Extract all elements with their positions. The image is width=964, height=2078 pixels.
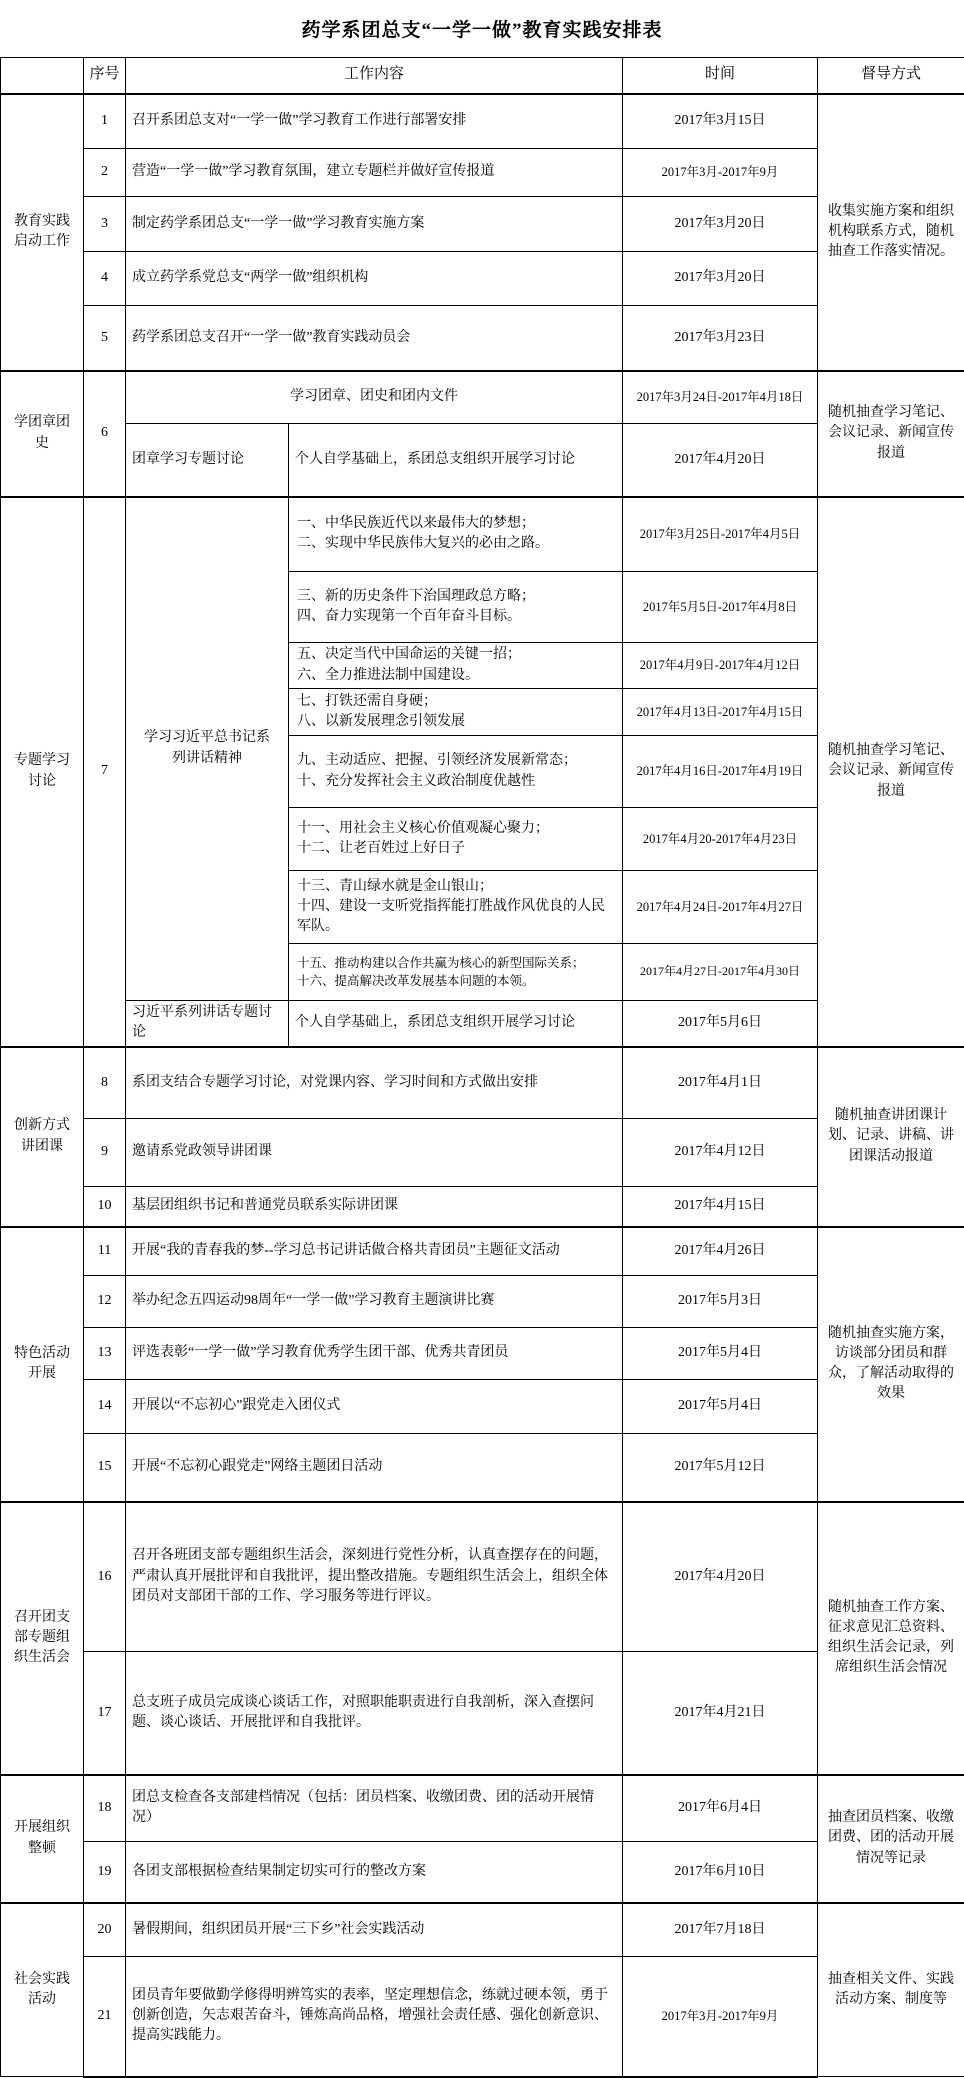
work-content-cell: 营造“一学一做”学习教育氛围，建立专题栏并做好宣传报道 [126,149,623,197]
sub-topic-label-cell: 习近平系列讲话专题讨论 [126,1001,289,1047]
category-cell: 专题学习讨论 [1,497,84,1047]
topic-line: 六、全力推进法制中国建设。 [297,666,618,686]
row-index: 11 [84,1227,126,1276]
table-row [1,497,964,572]
topic-cell [289,497,623,572]
time-cell: 2017年4月20日 [623,424,818,497]
header-content: 工作内容 [126,58,623,94]
row-index: 12 [84,1276,126,1328]
time-cell: 2017年5月3日 [623,1276,818,1328]
row-index: 10 [84,1187,126,1227]
row-index: 15 [84,1434,126,1502]
row-index: 20 [84,1903,126,1957]
page-title: 药学系团总支“一学一做”教育实践安排表 [0,0,964,57]
time-cell: 2017年3月-2017年9月 [623,149,818,197]
work-content-cell: 学习团章、团史和团内文件 [126,371,623,424]
topic-line: 十五、推动构建以合作共赢为核心的新型国际关系； [297,954,618,972]
work-content-cell: 总支班子成员完成谈心谈话工作，对照职能职责进行自我剖析，深入查摆问题、谈心谈话、开展批评和自我批评。 [126,1652,623,1775]
category-cell: 社会实践活动 [1,1903,84,2077]
time-cell: 2017年4月20日 [623,1502,818,1652]
time-cell: 2017年4月9日-2017年4月12日 [623,643,818,689]
table-row [1,1227,964,1276]
row-index: 17 [84,1652,126,1775]
topic-cell [289,871,623,944]
row-index: 9 [84,1119,126,1187]
work-content-cell: 邀请系党政领导讲团课 [126,1119,623,1187]
time-cell: 2017年3月20日 [623,197,818,252]
table-header-row [1,58,964,94]
topic-line: 十二、让老百姓过上好日子 [297,839,618,859]
supervision-cell: 随机抽查学习笔记、会议记录、新闻宣传报道 [818,497,964,1047]
topic-line: 十四、建设一支听党指挥能打胜战作风优良的人民军队。 [297,897,618,938]
time-cell: 2017年4月16日-2017年4月19日 [623,736,818,808]
time-cell: 2017年4月27日-2017年4月30日 [623,944,818,1001]
group-label-cell: 学习习近平总书记系列讲话精神 [126,497,289,1001]
row-index: 1 [84,94,126,149]
supervision-cell: 抽查相关文件、实践活动方案、制度等 [818,1903,964,2077]
category-cell: 特色活动开展 [1,1227,84,1502]
category-cell: 创新方式讲团课 [1,1047,84,1227]
work-content-cell: 开展“我的青春我的梦--学习总书记讲话做合格共青团员”主题征文活动 [126,1227,623,1276]
topic-line: 十六、提高解决改革发展基本问题的本领。 [297,972,618,990]
time-cell: 2017年4月21日 [623,1652,818,1775]
topic-line: 九、主动适应、把握、引领经济发展新常态； [297,751,618,771]
schedule-table [0,57,964,2078]
supervision-cell: 收集实施方案和组织机构联系方式，随机抽查工作落实情况。 [818,94,964,371]
header-time: 时间 [623,58,818,94]
row-index: 5 [84,306,126,371]
supervision-cell: 随机抽查工作方案、征求意见汇总资料、组织生活会记录，列席组织生活会情况 [818,1502,964,1775]
work-content-cell: 各团支部根据检查结果制定切实可行的整改方案 [126,1842,623,1903]
category-cell: 开展组织整顿 [1,1775,84,1903]
time-cell: 2017年5月5日-2017年4月8日 [623,572,818,643]
time-cell: 2017年6月10日 [623,1842,818,1903]
work-content-cell: 基层团组织书记和普通党员联系实际讲团课 [126,1187,623,1227]
work-content-cell: 召开各班团支部专题组织生活会，深刻进行党性分析，认真查摆存在的问题，严肃认真开展批评和自我批评，提出整改措施。专题组织生活会上，组织全体团员对支部团干部的工作、学习服务等进行评议。 [126,1502,623,1652]
time-cell: 2017年5月4日 [623,1328,818,1380]
header-category-cell [1,58,84,94]
time-cell: 2017年4月26日 [623,1227,818,1276]
time-cell: 2017年5月12日 [623,1434,818,1502]
supervision-cell: 抽查团员档案、收缴团费、团的活动开展情况等记录 [818,1775,964,1903]
time-cell: 2017年5月4日 [623,1380,818,1434]
row-index: 14 [84,1380,126,1434]
topic-cell [289,736,623,808]
header-index: 序号 [84,58,126,94]
sub-topic-label-cell: 团章学习专题讨论 [126,424,289,497]
work-content-cell: 评选表彰“一学一做”学习教育优秀学生团干部、优秀共青团员 [126,1328,623,1380]
header-supervision: 督导方式 [818,58,964,94]
work-content-cell: 药学系团总支召开“一学一做”教育实践动员会 [126,306,623,371]
time-cell: 2017年4月12日 [623,1119,818,1187]
category-cell: 学团章团史 [1,371,84,497]
row-index: 13 [84,1328,126,1380]
time-cell: 2017年3月-2017年9月 [623,1957,818,2077]
table-row [1,94,964,149]
work-content-cell: 成立药学系党总支“两学一做”组织机构 [126,252,623,306]
topic-line: 五、决定当代中国命运的关键一招； [297,645,618,665]
time-cell: 2017年3月15日 [623,94,818,149]
row-index: 21 [84,1957,126,2077]
work-content-cell: 开展“不忘初心跟党走”网络主题团日活动 [126,1434,623,1502]
topic-line: 三、新的历史条件下治国理政总方略； [297,587,618,607]
row-index: 19 [84,1842,126,1903]
topic-line: 十一、用社会主义核心价值观凝心聚力； [297,819,618,839]
topic-cell [289,643,623,689]
topic-line: 十三、青山绿水就是金山银山； [297,877,618,897]
category-cell: 召开团支部专题组织生活会 [1,1502,84,1775]
topic-cell [289,689,623,736]
row-index: 18 [84,1775,126,1842]
topic-line: 十、充分发挥社会主义政治制度优越性 [297,772,618,792]
work-content-cell: 召开系团总支对“一学一做”学习教育工作进行部署安排 [126,94,623,149]
row-index: 8 [84,1047,126,1119]
supervision-cell: 随机抽查学习笔记、会议记录、新闻宣传报道 [818,371,964,497]
time-cell: 2017年4月13日-2017年4月15日 [623,689,818,736]
time-cell: 2017年3月20日 [623,252,818,306]
table-body [1,94,964,2077]
time-cell: 2017年3月23日 [623,306,818,371]
row-index: 4 [84,252,126,306]
time-cell: 2017年3月24日-2017年4月18日 [623,371,818,424]
time-cell: 2017年4月24日-2017年4月27日 [623,871,818,944]
row-index: 2 [84,149,126,197]
table-row [1,1903,964,1957]
topic-line: 一、中华民族近代以来最伟大的梦想； [297,514,618,534]
row-index: 3 [84,197,126,252]
time-cell: 2017年3月25日-2017年4月5日 [623,497,818,572]
time-cell: 2017年6月4日 [623,1775,818,1842]
work-content-cell: 个人自学基础上，系团总支组织开展学习讨论 [289,424,623,497]
supervision-cell: 随机抽查实施方案，访谈部分团员和群众，了解活动取得的效果 [818,1227,964,1502]
time-cell: 2017年4月15日 [623,1187,818,1227]
row-index: 7 [84,497,126,1047]
table-row [1,371,964,424]
topic-line: 四、奋力实现第一个百年奋斗目标。 [297,607,618,627]
table-row [1,1502,964,1652]
supervision-cell: 随机抽查讲团课计划、记录、讲稿、讲团课活动报道 [818,1047,964,1227]
time-cell: 2017年5月6日 [623,1001,818,1047]
topic-line: 八、以新发展理念引领发展 [297,712,618,732]
row-index: 6 [84,371,126,497]
table-row [1,1047,964,1119]
topic-line: 二、实现中华民族伟大复兴的必由之路。 [297,534,618,554]
topic-cell [289,944,623,1001]
work-content-cell: 系团支结合专题学习讨论，对党课内容、学习时间和方式做出安排 [126,1047,623,1119]
time-cell: 2017年4月20-2017年4月23日 [623,808,818,871]
category-cell: 教育实践启动工作 [1,94,84,371]
work-content-cell: 制定药学系团总支“一学一做”学习教育实施方案 [126,197,623,252]
topic-line: 七、打铁还需自身硬； [297,692,618,712]
work-content-cell: 举办纪念五四运动98周年“一学一做”学习教育主题演讲比赛 [126,1276,623,1328]
work-content-cell: 个人自学基础上，系团总支组织开展学习讨论 [289,1001,623,1047]
table-row [1,1775,964,1842]
work-content-cell: 团总支检查各支部建档情况（包括：团员档案、收缴团费、团的活动开展情况） [126,1775,623,1842]
time-cell: 2017年7月18日 [623,1903,818,1957]
work-content-cell: 开展以“不忘初心”跟党走入团仪式 [126,1380,623,1434]
topic-cell [289,808,623,871]
topic-cell [289,572,623,643]
work-content-cell: 暑假期间，组织团员开展“三下乡”社会实践活动 [126,1903,623,1957]
time-cell: 2017年4月1日 [623,1047,818,1119]
row-index: 16 [84,1502,126,1652]
work-content-cell: 团员青年要做勤学修得明辨笃实的表率，坚定理想信念，练就过硬本领，勇于创新创造，矢志艰苦奋斗，锤炼高尚品格，增强社会责任感、强化创新意识、提高实践能力。 [126,1957,623,2077]
